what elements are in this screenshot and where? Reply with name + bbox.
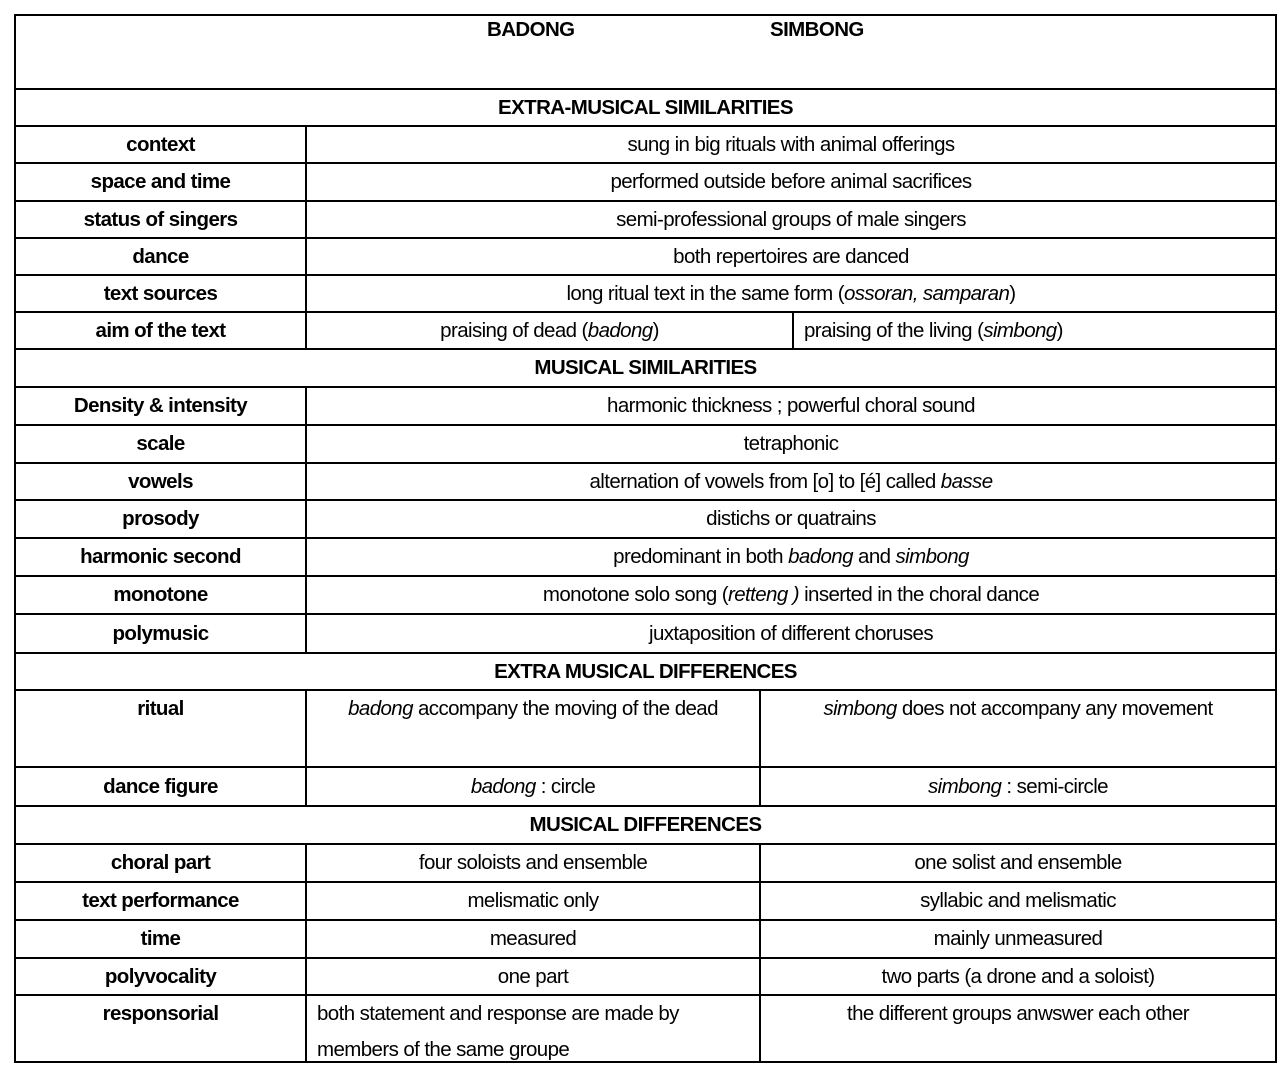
text-italic: ossoran, samparan [843,281,1010,305]
table-row [16,276,1275,313]
text-part: long ritual text in the same form ( [566,281,844,305]
simbong-text [823,691,1212,727]
table-row [16,426,1275,464]
badong-value [307,313,794,348]
row-label: aim of the text [16,313,307,348]
text-part: inserted in the choral dance [804,583,1040,606]
simbong-value: one solist and ensemble [914,851,1122,874]
text-part: praising of the living ( [804,318,984,342]
text-part: and [858,545,891,568]
text-part: monotone solo song ( [542,583,729,606]
section-title: EXTRA MUSICAL DIFFERENCES [494,659,797,683]
text-italic: simbong [928,774,1002,798]
row-value: performed outside before animal sacrifices [610,170,972,193]
table-row [16,501,1275,539]
row-label: status of singers [16,202,307,237]
table-row [16,996,1275,1063]
row-label: choral part [16,845,307,881]
text-part: ) [1056,318,1063,342]
row-label: monotone [16,577,307,613]
badong-value: four soloists and ensemble [307,845,761,881]
text-part: praising of dead ( [440,318,588,342]
row-label: text performance [16,883,307,919]
table-row [16,202,1275,239]
row-value: harmonic thickness ; powerful choral sound [607,394,975,417]
text-italic: simbong [823,697,897,720]
row-value: distichs or quatrains [706,507,876,530]
row-label: space and time [16,164,307,200]
row-value: semi-professional groups of male singers [616,207,966,231]
table-row [16,845,1275,883]
section-title: MUSICAL SIMILARITIES [534,356,757,379]
row-label: context [16,127,307,162]
comparison-table [14,14,1277,1063]
badong-value: melismatic only [307,883,761,919]
text-italic: badong [587,318,653,342]
table-row [16,539,1275,577]
simbong-value [761,691,1275,766]
text-part: ) [652,318,659,342]
text-part: ) [1009,281,1016,305]
row-value: tetraphonic [743,432,839,455]
text-part: accompany the moving of the dead [412,697,718,720]
badong-value [307,691,761,766]
section-musical-similarities [16,350,1275,388]
section-extra-musical-differences [16,654,1275,691]
table-row [16,239,1275,276]
row-value: sung in big rituals with animal offerings [627,132,955,156]
header-row [16,16,1275,90]
row-label: dance figure [16,768,307,805]
badong-value [307,768,761,805]
row-label: vowels [16,464,307,499]
row-label: scale [16,426,307,462]
text-part: predominant in both [613,545,783,568]
row-label: time [16,921,307,957]
table-row [16,577,1275,615]
header-simbong: SIMBONG [770,18,864,41]
table-row [16,313,1275,350]
text-italic: badong [470,774,536,798]
simbong-value: two parts (a drone and a soloist) [881,964,1155,988]
row-value [307,276,1275,311]
text-part: : semi-circle [1001,774,1108,798]
section-extra-musical-similarities [16,90,1275,127]
table-row [16,768,1275,807]
text-italic: basse [940,469,993,493]
table-row [16,127,1275,164]
table-row [16,164,1275,202]
header-badong: BADONG [487,18,575,41]
row-label: text sources [16,276,307,311]
row-label: polyvocality [16,959,307,994]
text-part: does not accompany any movement [896,697,1213,720]
table-row [16,921,1275,959]
simbong-value: the different groups anwswer each other [846,1002,1190,1025]
simbong-value [761,768,1275,805]
table-row [16,883,1275,921]
text-italic: badong [788,545,853,568]
row-label: dance [16,239,307,274]
text-part: : circle [535,774,596,798]
badong-value: both statement and response are made by members of the same groupe [307,996,761,1063]
row-label: ritual [16,691,307,766]
table-row [16,615,1275,654]
table-row [16,959,1275,996]
table-row [16,691,1275,768]
table-row [16,464,1275,501]
section-title: EXTRA-MUSICAL SIMILARITIES [498,95,793,119]
text-italic: badong [348,697,413,720]
row-label: responsorial [16,996,307,1063]
row-value [307,577,1275,613]
badong-text [348,691,718,727]
table-row [16,388,1275,426]
row-label: Density & intensity [16,388,307,424]
simbong-value: mainly unmeasured [933,927,1103,950]
section-musical-differences [16,807,1275,845]
row-value: both repertoires are danced [673,244,909,268]
row-label: polymusic [16,615,307,652]
text-part: alternation of vowels from [o] to [é] called [589,469,936,493]
row-value: juxtaposition of different choruses [648,621,934,645]
row-value [307,539,1275,575]
simbong-value: syllabic and melismatic [920,889,1116,912]
text-italic: retteng ) [728,583,799,606]
section-title: MUSICAL DIFFERENCES [529,813,762,836]
text-italic: simbong [895,545,969,568]
text-italic: simbong [983,318,1057,342]
badong-value: measured [307,921,761,957]
row-label: harmonic second [16,539,307,575]
row-value [307,464,1275,499]
row-label: prosody [16,501,307,537]
simbong-value [794,313,1275,348]
badong-value: one part [307,959,761,994]
